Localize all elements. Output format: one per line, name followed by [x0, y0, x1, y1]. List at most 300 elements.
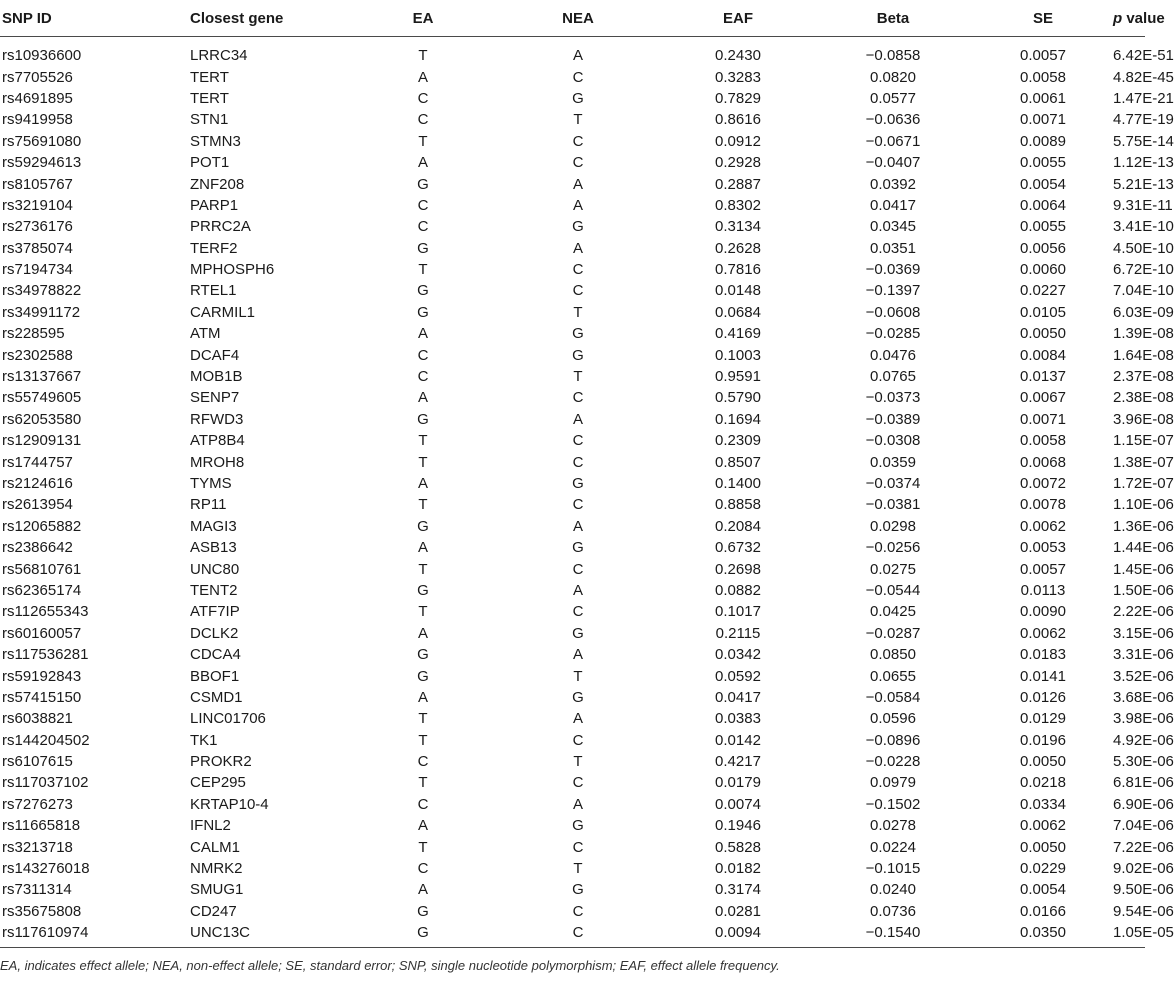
- cell-ea: G: [417, 517, 429, 535]
- cell-closest-gene: MAGI3: [190, 517, 237, 535]
- cell-eaf: 0.0148: [715, 282, 761, 300]
- cell-closest-gene: MPHOSPH6: [190, 261, 275, 279]
- header-nea: NEA: [493, 0, 663, 37]
- cell-se: 0.0055: [1020, 154, 1066, 172]
- table-row: [0, 708, 1145, 729]
- cell-snp-id: rs75691080: [2, 132, 82, 150]
- cell-ea: A: [417, 154, 428, 172]
- cell-ea: C: [417, 218, 429, 236]
- cell-ea: T: [418, 453, 428, 471]
- cell-beta: 0.0577: [870, 89, 916, 107]
- cell-beta: −0.0389: [865, 410, 921, 428]
- cell-beta: 0.0736: [870, 902, 916, 920]
- cell-beta: 0.0425: [870, 603, 916, 621]
- cell-beta: 0.0979: [870, 774, 916, 792]
- cell-nea: C: [572, 261, 584, 279]
- header-p-italic: p: [1113, 9, 1123, 27]
- cell-eaf: 0.0912: [715, 132, 761, 150]
- table-row: [0, 580, 1145, 601]
- cell-snp-id: rs62365174: [2, 581, 82, 599]
- cell-se: 0.0060: [1020, 261, 1066, 279]
- cell-se: 0.0334: [1020, 795, 1066, 813]
- cell-p-value: 2.38E-08: [1113, 389, 1174, 407]
- cell-snp-id: rs10936600: [2, 47, 82, 65]
- cell-ea: C: [417, 346, 429, 364]
- cell-p-value: 4.50E-10: [1113, 239, 1174, 257]
- cell-eaf: 0.0592: [715, 667, 761, 685]
- cell-eaf: 0.4169: [715, 325, 761, 343]
- cell-nea: A: [572, 646, 583, 664]
- cell-closest-gene: IFNL2: [190, 817, 231, 835]
- header-beta: Beta: [813, 0, 973, 37]
- cell-se: 0.0227: [1020, 282, 1066, 300]
- cell-snp-id: rs8105767: [2, 175, 73, 193]
- cell-closest-gene: CSMD1: [190, 688, 243, 706]
- cell-nea: G: [572, 817, 584, 835]
- cell-snp-id: rs6107615: [2, 753, 73, 771]
- cell-beta: 0.0351: [870, 239, 916, 257]
- cell-p-value: 7.04E-10: [1113, 282, 1174, 300]
- cell-p-value: 5.30E-06: [1113, 753, 1174, 771]
- cell-nea: C: [572, 560, 584, 578]
- cell-nea: G: [572, 218, 584, 236]
- cell-nea: G: [572, 346, 584, 364]
- cell-beta: −0.0544: [865, 581, 921, 599]
- cell-eaf: 0.0281: [715, 902, 761, 920]
- cell-nea: G: [572, 325, 584, 343]
- cell-beta: 0.0359: [870, 453, 916, 471]
- cell-closest-gene: LINC01706: [190, 710, 266, 728]
- cell-beta: −0.0381: [865, 496, 921, 514]
- cell-closest-gene: DCLK2: [190, 624, 239, 642]
- cell-beta: 0.0850: [870, 646, 916, 664]
- cell-se: 0.0071: [1020, 111, 1066, 129]
- cell-snp-id: rs6038821: [2, 710, 73, 728]
- cell-p-value: 1.39E-08: [1113, 325, 1174, 343]
- cell-eaf: 0.1017: [715, 603, 761, 621]
- cell-se: 0.0068: [1020, 453, 1066, 471]
- cell-se: 0.0137: [1020, 368, 1066, 386]
- cell-closest-gene: TERT: [190, 68, 229, 86]
- cell-p-value: 4.77E-19: [1113, 111, 1174, 129]
- cell-p-value: 3.96E-08: [1113, 410, 1174, 428]
- cell-nea: A: [572, 196, 583, 214]
- cell-ea: G: [417, 282, 429, 300]
- header-snp-id: SNP ID: [0, 0, 188, 37]
- table-row: [0, 430, 1145, 451]
- cell-se: 0.0050: [1020, 838, 1066, 856]
- cell-eaf: 0.1694: [715, 410, 761, 428]
- table-body: [0, 37, 1174, 948]
- cell-snp-id: rs112655343: [2, 603, 89, 621]
- cell-ea: C: [417, 753, 429, 771]
- cell-closest-gene: PROKR2: [190, 753, 252, 771]
- cell-beta: 0.0655: [870, 667, 916, 685]
- cell-p-value: 7.04E-06: [1113, 817, 1174, 835]
- cell-closest-gene: ATF7IP: [190, 603, 240, 621]
- cell-p-value: 6.03E-09: [1113, 303, 1174, 321]
- table-row: [0, 730, 1145, 751]
- cell-beta: 0.0224: [870, 838, 916, 856]
- cell-beta: 0.0596: [870, 710, 916, 728]
- cell-closest-gene: TYMS: [190, 475, 232, 492]
- cell-snp-id: rs12065882: [2, 517, 82, 535]
- table-row: [0, 152, 1145, 173]
- table-row: [0, 473, 1145, 494]
- cell-eaf: 0.5790: [715, 389, 761, 407]
- table-row: [0, 836, 1145, 857]
- cell-ea: C: [417, 795, 429, 813]
- header-p-rest: value: [1122, 9, 1165, 27]
- cell-nea: G: [572, 539, 584, 557]
- cell-snp-id: rs2613954: [2, 496, 73, 514]
- cell-p-value: 1.38E-07: [1113, 453, 1174, 471]
- cell-beta: 0.0476: [870, 346, 916, 364]
- cell-p-value: 4.92E-06: [1113, 731, 1174, 749]
- cell-ea: T: [418, 731, 428, 749]
- cell-nea: G: [572, 475, 584, 492]
- cell-snp-id: rs11665818: [2, 817, 81, 835]
- table-row: [0, 665, 1145, 686]
- cell-nea: A: [572, 795, 583, 813]
- cell-snp-id: rs57415150: [2, 688, 82, 706]
- cell-snp-id: rs4691895: [2, 89, 73, 107]
- cell-eaf: 0.9591: [715, 368, 761, 386]
- cell-ea: G: [353, 922, 493, 948]
- cell-nea: A: [572, 47, 583, 65]
- cell-closest-gene: CEP295: [190, 774, 246, 792]
- cell-closest-gene: PRRC2A: [190, 218, 251, 236]
- table-row: [0, 494, 1145, 515]
- table-row: [0, 751, 1145, 772]
- cell-p-value: 1.64E-08: [1113, 346, 1174, 364]
- cell-nea: C: [572, 603, 584, 621]
- cell-beta: −0.1502: [865, 795, 921, 813]
- cell-closest-gene: POT1: [190, 154, 230, 172]
- cell-p-value: 1.45E-06: [1113, 560, 1174, 578]
- table-row: [0, 216, 1145, 237]
- cell-se: 0.0183: [1020, 646, 1066, 664]
- cell-eaf: 0.0179: [715, 774, 761, 792]
- cell-closest-gene: CARMIL1: [190, 303, 256, 321]
- cell-eaf: 0.3283: [715, 68, 761, 86]
- cell-ea: T: [418, 132, 428, 150]
- cell-se: 0.0350: [973, 922, 1113, 948]
- cell-closest-gene: MROH8: [190, 453, 245, 471]
- cell-ea: A: [417, 68, 428, 86]
- cell-snp-id: rs1744757: [2, 453, 73, 471]
- cell-nea: C: [572, 132, 584, 150]
- table-row: [0, 794, 1145, 815]
- table-row: [0, 687, 1145, 708]
- cell-eaf: 0.8858: [715, 496, 761, 514]
- cell-closest-gene: ZNF208: [190, 175, 245, 193]
- cell-ea: C: [417, 111, 429, 129]
- table-row: [0, 195, 1145, 216]
- cell-beta: −0.0671: [865, 132, 921, 150]
- cell-closest-gene: CALM1: [190, 838, 241, 856]
- cell-snp-id: rs55749605: [2, 389, 82, 407]
- cell-closest-gene: LRRC34: [190, 47, 248, 65]
- table-row: [0, 323, 1145, 344]
- cell-nea: A: [572, 710, 583, 728]
- cell-nea: C: [572, 774, 584, 792]
- cell-p-value: 3.41E-10: [1113, 218, 1174, 236]
- cell-ea: T: [418, 560, 428, 578]
- table-row: [0, 66, 1145, 87]
- cell-p-value: 3.15E-06: [1113, 624, 1174, 642]
- cell-closest-gene: CDCA4: [190, 646, 241, 664]
- cell-snp-id: rs2386642: [2, 539, 73, 557]
- cell-ea: C: [417, 368, 429, 386]
- cell-eaf: 0.2309: [715, 432, 761, 450]
- cell-p-value: 1.36E-06: [1113, 517, 1174, 535]
- cell-nea: C: [572, 282, 584, 300]
- cell-se: 0.0061: [1020, 89, 1066, 107]
- cell-beta: −0.0369: [865, 261, 921, 279]
- cell-se: 0.0229: [1020, 860, 1066, 878]
- cell-nea: T: [573, 667, 583, 685]
- cell-closest-gene: ASB13: [190, 539, 237, 557]
- cell-eaf: 0.7829: [715, 89, 761, 107]
- cell-nea: T: [573, 303, 583, 321]
- cell-beta: −0.0636: [865, 111, 921, 129]
- cell-p-value: 6.42E-51: [1113, 47, 1174, 65]
- cell-ea: G: [417, 581, 429, 599]
- cell-ea: A: [417, 475, 428, 492]
- cell-p-value: 6.90E-06: [1113, 795, 1174, 813]
- cell-eaf: 0.2928: [715, 154, 761, 172]
- cell-eaf: 0.0074: [715, 795, 761, 813]
- cell-beta: −0.0228: [865, 753, 921, 771]
- cell-nea: T: [573, 860, 583, 878]
- cell-se: 0.0084: [1020, 346, 1066, 364]
- cell-closest-gene: DCAF4: [190, 346, 240, 364]
- cell-eaf: 0.0417: [715, 688, 761, 706]
- cell-nea: T: [573, 111, 583, 129]
- cell-nea: G: [572, 881, 584, 899]
- cell-ea: A: [417, 325, 428, 343]
- cell-eaf: 0.2698: [715, 560, 761, 578]
- cell-snp-id: rs2124616: [2, 475, 73, 492]
- cell-nea: C: [572, 902, 584, 920]
- cell-nea: C: [572, 154, 584, 172]
- cell-snp-id: rs7276273: [2, 795, 73, 813]
- cell-nea: A: [572, 410, 583, 428]
- cell-closest-gene: UNC80: [190, 560, 240, 578]
- cell-eaf: 0.3134: [715, 218, 761, 236]
- cell-eaf: 0.7816: [715, 261, 761, 279]
- cell-se: 0.0078: [1020, 496, 1066, 514]
- cell-closest-gene: CD247: [190, 902, 237, 920]
- cell-snp-id: rs117037102: [2, 774, 89, 792]
- cell-p-value: 9.02E-06: [1113, 860, 1174, 878]
- cell-beta: −0.0308: [865, 432, 921, 450]
- cell-closest-gene: SMUG1: [190, 881, 244, 899]
- cell-se: 0.0166: [1020, 902, 1066, 920]
- cell-nea: T: [573, 368, 583, 386]
- cell-beta: 0.0275: [870, 560, 916, 578]
- cell-se: 0.0196: [1020, 731, 1066, 749]
- cell-se: 0.0050: [1020, 325, 1066, 343]
- cell-eaf: 0.1400: [715, 475, 761, 492]
- cell-se: 0.0062: [1020, 624, 1066, 642]
- cell-closest-gene: KRTAP10-4: [190, 795, 269, 813]
- cell-eaf: 0.8507: [715, 453, 761, 471]
- cell-p-value: 6.81E-06: [1113, 774, 1174, 792]
- cell-beta: −0.0584: [865, 688, 921, 706]
- cell-p-value: 9.50E-06: [1113, 881, 1174, 899]
- cell-se: 0.0057: [1020, 47, 1066, 65]
- table-row: [0, 879, 1145, 900]
- cell-snp-id: rs7194734: [2, 261, 73, 279]
- table-row: [0, 302, 1145, 323]
- cell-p-value: 7.22E-06: [1113, 838, 1174, 856]
- cell-snp-id: rs3213718: [2, 838, 73, 856]
- cell-snp-id: rs2736176: [2, 218, 73, 236]
- cell-eaf: 0.2084: [715, 517, 761, 535]
- cell-eaf: 0.0182: [715, 860, 761, 878]
- cell-eaf: 0.4217: [715, 753, 761, 771]
- cell-se: 0.0054: [1020, 881, 1066, 899]
- cell-se: 0.0067: [1020, 389, 1066, 407]
- cell-closest-gene: TERF2: [190, 239, 238, 257]
- cell-snp-id: rs7705526: [2, 68, 73, 86]
- cell-closest-gene: STN1: [190, 111, 229, 129]
- cell-p-value: 1.72E-07: [1113, 475, 1174, 492]
- cell-eaf: 0.0094: [663, 922, 813, 948]
- table-row: [0, 37, 1145, 67]
- cell-p-value: 1.15E-07: [1113, 432, 1174, 450]
- cell-se: 0.0055: [1020, 218, 1066, 236]
- cell-eaf: 0.1946: [715, 817, 761, 835]
- cell-nea: C: [572, 389, 584, 407]
- table-row: [0, 772, 1145, 793]
- cell-nea: C: [572, 68, 584, 86]
- cell-ea: G: [417, 410, 429, 428]
- cell-p-value: 3.98E-06: [1113, 710, 1174, 728]
- cell-beta: −0.0287: [865, 624, 921, 642]
- cell-nea: C: [493, 922, 663, 948]
- cell-ea: T: [418, 838, 428, 856]
- table-row: [0, 451, 1145, 472]
- cell-se: 0.0056: [1020, 239, 1066, 257]
- cell-beta: −0.1397: [865, 282, 921, 300]
- cell-nea: C: [572, 432, 584, 450]
- cell-snp-id: rs35675808: [2, 902, 82, 920]
- cell-p-value: 2.22E-06: [1113, 603, 1174, 621]
- cell-nea: G: [572, 624, 584, 642]
- cell-se: 0.0072: [1020, 475, 1066, 492]
- cell-snp-id: rs3219104: [2, 196, 73, 214]
- cell-beta: 0.0278: [870, 817, 916, 835]
- cell-snp-id: rs56810761: [2, 560, 82, 578]
- cell-p-value: 5.75E-14: [1113, 132, 1174, 150]
- cell-snp-id: rs59294613: [2, 154, 82, 172]
- table-row: [0, 601, 1145, 622]
- cell-eaf: 0.0142: [715, 731, 761, 749]
- header-row: [0, 0, 1145, 37]
- cell-snp-id: rs2302588: [2, 346, 73, 364]
- cell-nea: A: [572, 239, 583, 257]
- table-row: [0, 173, 1145, 194]
- cell-se: 0.0054: [1020, 175, 1066, 193]
- cell-se: 0.0062: [1020, 817, 1066, 835]
- cell-p-value: 9.31E-11: [1113, 196, 1173, 214]
- table-row: [0, 644, 1145, 665]
- header-se: SE: [973, 0, 1113, 37]
- cell-eaf: 0.3174: [715, 881, 761, 899]
- cell-ea: C: [417, 196, 429, 214]
- cell-closest-gene: TENT2: [190, 581, 238, 599]
- table-row: [0, 815, 1145, 836]
- cell-se: 0.0089: [1020, 132, 1066, 150]
- cell-ea: G: [417, 175, 429, 193]
- cell-beta: −0.0608: [865, 303, 921, 321]
- table-row: [0, 516, 1145, 537]
- cell-ea: T: [418, 261, 428, 279]
- cell-beta: 0.0345: [870, 218, 916, 236]
- cell-eaf: 0.0684: [715, 303, 761, 321]
- cell-se: 0.0129: [1020, 710, 1066, 728]
- cell-closest-gene: TK1: [190, 731, 218, 749]
- cell-p-value: 4.82E-45: [1113, 68, 1174, 86]
- cell-snp-id: rs59192843: [2, 667, 82, 685]
- cell-ea: T: [418, 603, 428, 621]
- header-eaf: EAF: [663, 0, 813, 37]
- cell-ea: A: [417, 389, 428, 407]
- table-row: [0, 922, 1145, 948]
- cell-closest-gene: STMN3: [190, 132, 241, 150]
- cell-ea: G: [417, 902, 429, 920]
- cell-ea: C: [417, 860, 429, 878]
- cell-ea: T: [418, 710, 428, 728]
- cell-beta: 0.0765: [870, 368, 916, 386]
- cell-nea: C: [572, 453, 584, 471]
- cell-beta: 0.0392: [870, 175, 916, 193]
- cell-closest-gene: TERT: [190, 89, 229, 107]
- cell-se: 0.0090: [1020, 603, 1066, 621]
- table-row: [0, 858, 1145, 879]
- cell-snp-id: rs13137667: [2, 368, 82, 386]
- table-row: [0, 387, 1145, 408]
- cell-snp-id: rs7311314: [2, 881, 72, 899]
- cell-p-value: 5.21E-13: [1113, 175, 1174, 193]
- table-row: [0, 344, 1145, 365]
- cell-beta: 0.0240: [870, 881, 916, 899]
- cell-beta: −0.1015: [865, 860, 921, 878]
- cell-snp-id: rs3785074: [2, 239, 73, 257]
- cell-snp-id: rs9419958: [2, 111, 73, 129]
- cell-ea: C: [417, 89, 429, 107]
- cell-se: 0.0058: [1020, 432, 1066, 450]
- cell-closest-gene: UNC13C: [188, 922, 353, 948]
- cell-snp-id: rs228595: [2, 325, 65, 343]
- table-footnote: EA, indicates effect allele; NEA, non-effect allele; SE, standard error; SNP, single nucleotide polymorphism; EAF, effect allele frequency.: [0, 958, 780, 973]
- cell-closest-gene: PARP1: [190, 196, 239, 214]
- cell-se: 0.0053: [1020, 539, 1066, 557]
- cell-beta: 0.0820: [870, 68, 916, 86]
- cell-ea: A: [417, 624, 428, 642]
- table-header: [0, 0, 1165, 37]
- cell-closest-gene: SENP7: [190, 389, 240, 407]
- cell-nea: C: [572, 838, 584, 856]
- cell-snp-id: rs34991172: [2, 303, 81, 321]
- cell-nea: G: [572, 89, 584, 107]
- cell-eaf: 0.5828: [715, 838, 761, 856]
- cell-ea: G: [417, 239, 429, 257]
- cell-ea: T: [418, 432, 428, 450]
